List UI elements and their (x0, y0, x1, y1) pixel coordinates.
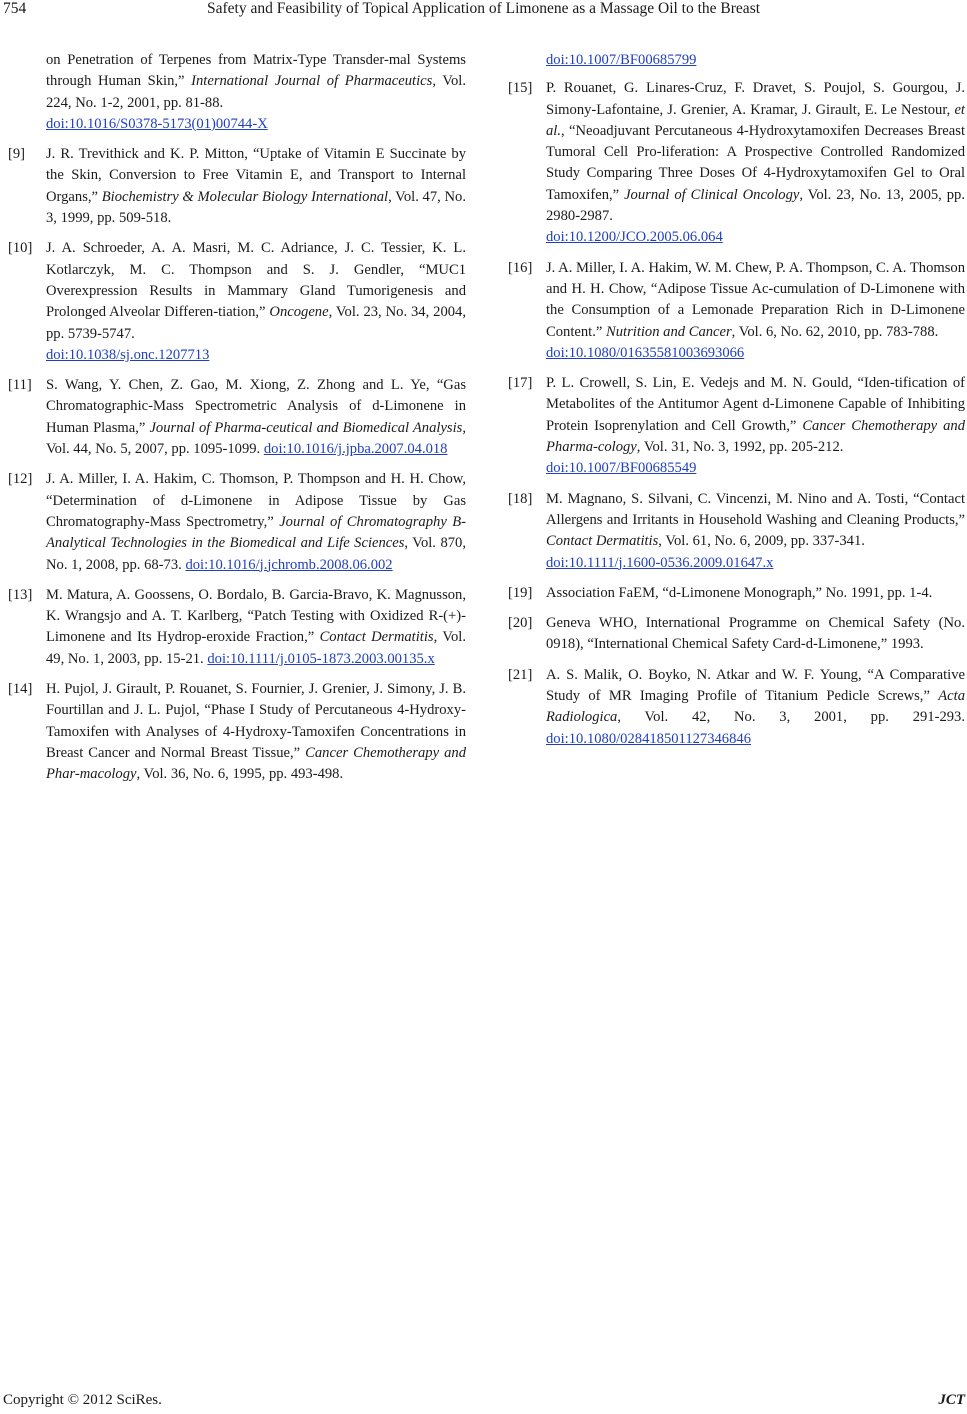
reference-12 (8, 469, 466, 575)
doi-link[interactable]: doi:10.1016/S0378-5173(01)00744-X (46, 115, 268, 132)
reference-text: J. R. Trevithick and K. P. Mitton, “Uptake of Vitamin E Succinate by the Skin, Conversion to Free Vitamin E, and Transport to Internal Organs,” (46, 146, 466, 205)
reference-journal: Nutrition and Cancer (606, 323, 732, 340)
page-footer (0, 1390, 967, 1410)
reference-20 (508, 613, 965, 656)
doi-link[interactable]: doi:10.1007/BF00685549 (546, 460, 697, 477)
reference-journal: Contact Dermatitis (546, 533, 659, 550)
doi-link[interactable]: doi:10.1038/sj.onc.1207713 (46, 346, 210, 363)
reference-number: [20] (508, 615, 533, 632)
reference-15 (508, 78, 965, 248)
reference-number: [17] (508, 375, 533, 392)
reference-number: [16] (508, 259, 533, 276)
reference-11 (8, 375, 466, 460)
reference-continuation (8, 50, 466, 135)
reference-number: [9] (8, 146, 26, 163)
reference-text: H. Pujol, J. Girault, P. Rouanet, S. Fournier, J. Grenier, J. Simony, J. B. Fourtillan and J. L. Pujol, “Phase I Study of Percutaneous 4-Hydroxy-Tamoxifen with Analyses of 4-Hydroxy-Tamoxifen Concentrations in Breast Cancer and Normal Breast Tissue,” (46, 681, 466, 761)
reference-etal: et al. (546, 101, 965, 139)
reference-details: , Vol. 42, No. 3, 2001, pp. 291-293. (617, 709, 965, 726)
copyright-notice: Copyright © 2012 SciRes. (3, 1392, 162, 1408)
reference-text: on Penetration of Terpenes from Matrix-Type Transder-mal Systems through Human Skin,” (46, 52, 466, 90)
reference-journal: Cancer Chemotherapy and Pharma-cology (546, 417, 965, 456)
reference-number: [10] (8, 240, 33, 257)
reference-number: [15] (508, 80, 533, 97)
reference-10 (8, 238, 466, 366)
reference-journal: International Journal of Pharmaceutics (191, 73, 433, 90)
right-column (508, 50, 965, 759)
doi-link[interactable]: doi:10.1080/028418501127346846 (546, 730, 751, 747)
reference-text: P. Rouanet, G. Linares-Cruz, F. Dravet, S. Poujol, S. Gourgou, J. Simony-Lafontaine, J. Grenier, A. Kramar, J. Girault, E. Le Nestour, (546, 80, 965, 118)
doi-link[interactable]: doi:10.1200/JCO.2005.06.064 (546, 229, 723, 246)
reference-details: , Vol. 61, No. 6, 2009, pp. 337-341. (658, 533, 865, 550)
reference-number: [18] (508, 490, 533, 507)
reference-text: M. Magnano, S. Silvani, C. Vincenzi, M. Nino and A. Tosti, “Contact Allergens and Irritants in Household Washing and Cleaning Products,” (546, 490, 965, 528)
reference-21 (508, 665, 965, 750)
reference-journal: Cancer Chemotherapy and Phar-macology (46, 744, 466, 783)
reference-number: [13] (8, 586, 33, 603)
reference-text: S. Wang, Y. Chen, Z. Gao, M. Xiong, Z. Zhong and L. Ye, “Gas Chromatographic-Mass Spectrometric Analysis of d-Limonene in Human Plasma,” (46, 377, 466, 436)
doi-link[interactable]: doi:10.1007/BF00685799 (546, 52, 697, 68)
reference-details: , Vol. 31, No. 3, 1992, pp. 205-212. (636, 439, 844, 456)
reference-17 (508, 373, 965, 479)
reference-text: J. A. Miller, I. A. Hakim, C. Thomson, P. Thompson and H. H. Chow, “Determination of d-Limonene in Adipose Tissue by Gas Chromatography-Mass Spectrometry,” (46, 471, 466, 530)
doi-link[interactable]: doi:10.1080/01635581003693066 (546, 344, 745, 361)
reference-details: , Vol. 36, No. 6, 1995, pp. 493-498. (136, 766, 344, 783)
reference-13 (8, 585, 466, 670)
reference-16 (508, 258, 965, 364)
reference-details: , Vol. 49, No. 1, 2003, pp. 15-21. (46, 629, 466, 667)
reference-text: J. A. Miller, I. A. Hakim, W. M. Chew, P. A. Thompson, C. A. Thomson and H. H. Chow, “Adipose Tissue Ac-cumulation of D-Limonene with the Consumption of a Lemonade Preparation Rich in D-Limonene Content.” (546, 259, 965, 340)
reference-continuation (508, 50, 965, 71)
doi-link[interactable]: doi:10.1111/j.0105-1873.2003.00135.x (207, 650, 435, 667)
doi-link[interactable]: doi:10.1016/j.jpba.2007.04.018 (263, 441, 448, 458)
reference-journal: Oncogene (269, 304, 329, 321)
reference-18 (508, 489, 965, 574)
reference-details: , Vol. 47, No. 3, 1999, pp. 509-518. (46, 188, 466, 227)
reference-details: , Vol. 23, No. 13, 2005, pp. 2980-2987. (546, 186, 965, 225)
page-header (0, 0, 967, 24)
reference-text: A. S. Malik, O. Boyko, N. Atkar and W. F. Young, “A Comparative Study of MR Imaging Profile of Titanium Pedicle Screws,” (546, 666, 965, 705)
reference-text: J. A. Schroeder, A. A. Masri, M. C. Adriance, J. C. Tessier, K. L. Kotlarczyk, M. C. Thompson and S. J. Gendler, “MUC1 Overexpression Results in Mammary Gland Tumorigenesis and Prolonged Alveolar Differen-tiation,” (46, 240, 466, 321)
reference-number: [21] (508, 666, 533, 683)
reference-details: , Vol. 224, No. 1-2, 2001, pp. 81-88. (46, 73, 466, 111)
reference-details: , Vol. 44, No. 5, 2007, pp. 1095-1099. (46, 419, 466, 458)
reference-journal: Acta Radiologica (546, 688, 965, 726)
page-number: 754 (3, 0, 27, 17)
reference-number: [11] (8, 377, 32, 394)
reference-text: Geneva WHO, International Programme on Chemical Safety (No. 0918), “International Chemical Safety Card-d-Limonene,” 1993. (546, 615, 965, 653)
reference-details: , Vol. 23, No. 34, 2004, pp. 5739-5747. (46, 304, 466, 342)
reference-journal: Biochemistry & Molecular Biology International (101, 188, 389, 205)
reference-journal: Contact Dermatitis (319, 629, 434, 646)
reference-number: [14] (8, 681, 33, 698)
doi-link[interactable]: doi:10.1111/j.1600-0536.2009.01647.x (546, 554, 774, 571)
reference-19 (508, 583, 965, 604)
left-column (8, 50, 466, 795)
reference-text: P. L. Crowell, S. Lin, E. Vedejs and M. N. Gould, “Iden-tification of Metabolites of the Antitumor Agent d-Limonene Capable of Inhibiting Protein Isoprenylation and Cell Growth,” (546, 375, 965, 434)
reference-text: M. Matura, A. Goossens, O. Bordalo, B. Garcia-Bravo, K. Magnusson, K. Wrangsjo and A. T. Karlberg, “Patch Testing with Oxidized R-(+)-Limonene and Its Hydrop-eroxide Fraction,” (46, 586, 466, 646)
reference-details: , Vol. 870, No. 1, 2008, pp. 68-73. (46, 535, 466, 573)
reference-journal: Journal of Pharma-ceutical and Biomedical Analysis (149, 419, 463, 436)
reference-details: , Vol. 6, No. 62, 2010, pp. 783-788. (731, 323, 939, 340)
reference-number: [19] (508, 584, 533, 601)
reference-journal: Journal of Clinical Oncology (624, 186, 800, 203)
journal-abbreviation: JCT (938, 1392, 965, 1408)
reference-journal: Journal of Chromatography B-Analytical Technologies in the Biomedical and Life Sciences (46, 513, 466, 552)
running-title: Safety and Feasibility of Topical Application of Limonene as a Massage Oil to the Breast (206, 0, 761, 17)
reference-number: [12] (8, 471, 33, 488)
reference-text: Association FaEM, “d-Limonene Monograph,” No. 1991, pp. 1-4. (546, 584, 933, 601)
reference-text: , “Neoadjuvant Percutaneous 4-Hydroxytamoxifen Decreases Breast Tumoral Cell Pro-liferation: A Prospective Controlled Randomized Study Comparing Three Doses Of 4-Hydroxytamoxifen Gel to Oral Tamoxifen,” (546, 122, 965, 203)
reference-9 (8, 144, 466, 229)
doi-link[interactable]: doi:10.1016/j.jchromb.2008.06.002 (185, 556, 393, 573)
reference-14 (8, 679, 466, 785)
